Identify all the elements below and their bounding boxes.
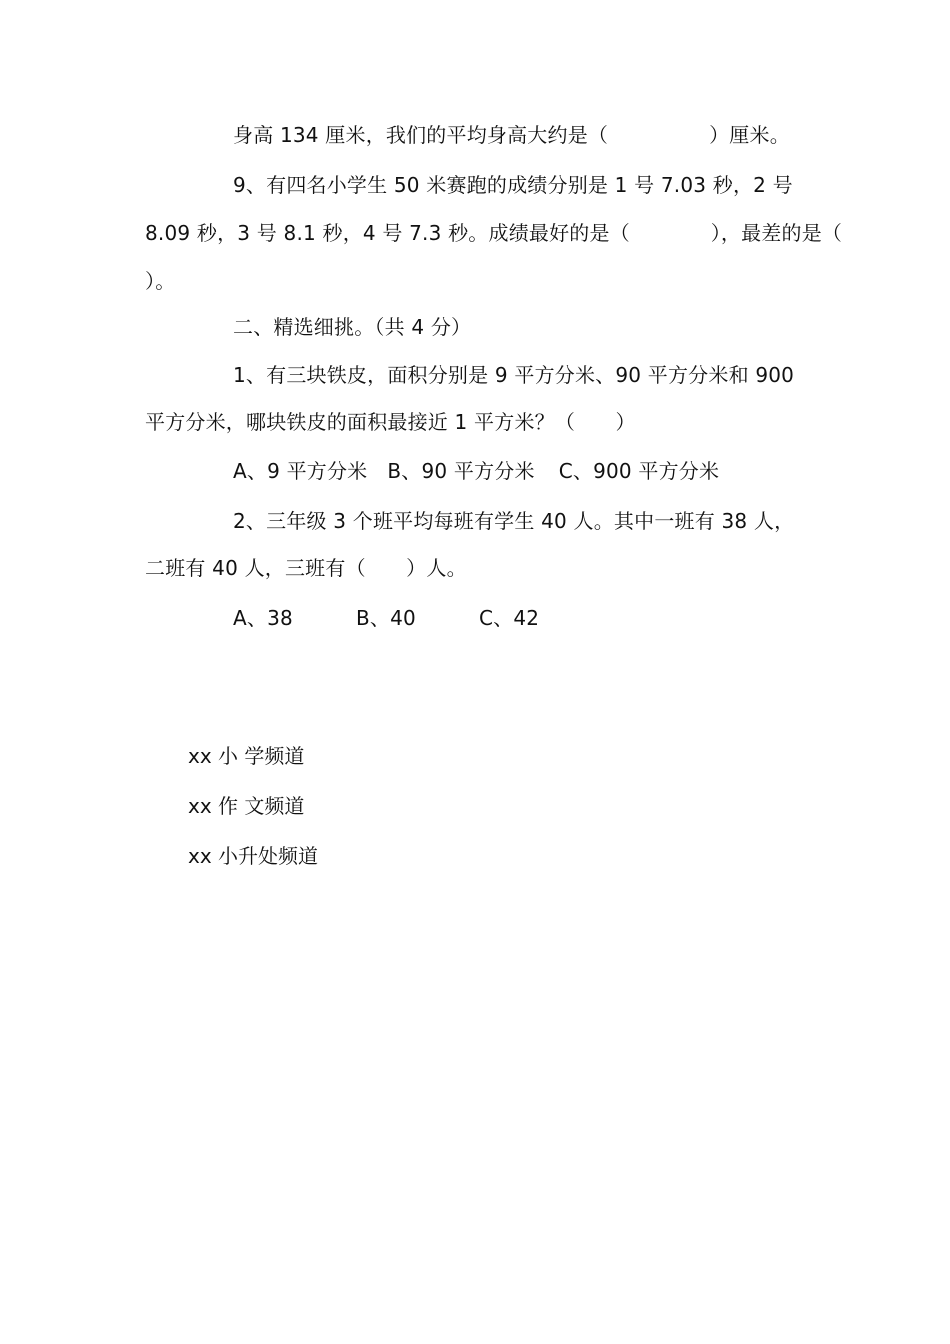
mc-question-2-line-1: 2、三年级 3 个班平均每班有学生 40 人。其中一班有 38 人， xyxy=(233,509,795,533)
option-c: C、42 xyxy=(479,606,540,630)
option-a: A、38 xyxy=(233,606,293,630)
option-b: B、40 xyxy=(356,606,416,630)
mc-question-1-options xyxy=(233,457,719,485)
mc-question-1-line-1: 1、有三块铁皮，面积分别是 9 平方分米、90 平方分米和 900 xyxy=(233,363,795,387)
section-2-heading: 二、精选细挑。（共 4 分） xyxy=(233,315,472,339)
option-c: C、900 平方分米 xyxy=(558,459,720,483)
question-8-continuation: 身高 134 厘米，我们的平均身高大约是（ ）厘米。 xyxy=(233,123,790,147)
footer-link-composition[interactable]: xx 作 文频道 xyxy=(188,794,305,818)
question-9-line-2: 8.09 秒，3 号 8.1 秒，4 号 7.3 秒。成绩最好的是（ ），最差的是（ xyxy=(145,221,843,245)
option-b: B、90 平方分米 xyxy=(387,459,535,483)
option-a: A、9 平方分米 xyxy=(233,459,368,483)
mc-question-2-line-2: 二班有 40 人，三班有（ ）人。 xyxy=(145,556,467,580)
question-9-line-3: ）。 xyxy=(145,269,176,293)
footer-link-middle-school-entrance[interactable]: xx 小升处频道 xyxy=(188,844,319,868)
footer-link-primary-school[interactable]: xx 小 学频道 xyxy=(188,744,305,768)
mc-question-2-options xyxy=(233,604,539,632)
mc-question-1-line-2: 平方分米，哪块铁皮的面积最接近 1 平方米？（ ） xyxy=(145,410,636,434)
question-9-line-1: 9、有四名小学生 50 米赛跑的成绩分别是 1 号 7.03 秒，2 号 xyxy=(233,173,793,197)
